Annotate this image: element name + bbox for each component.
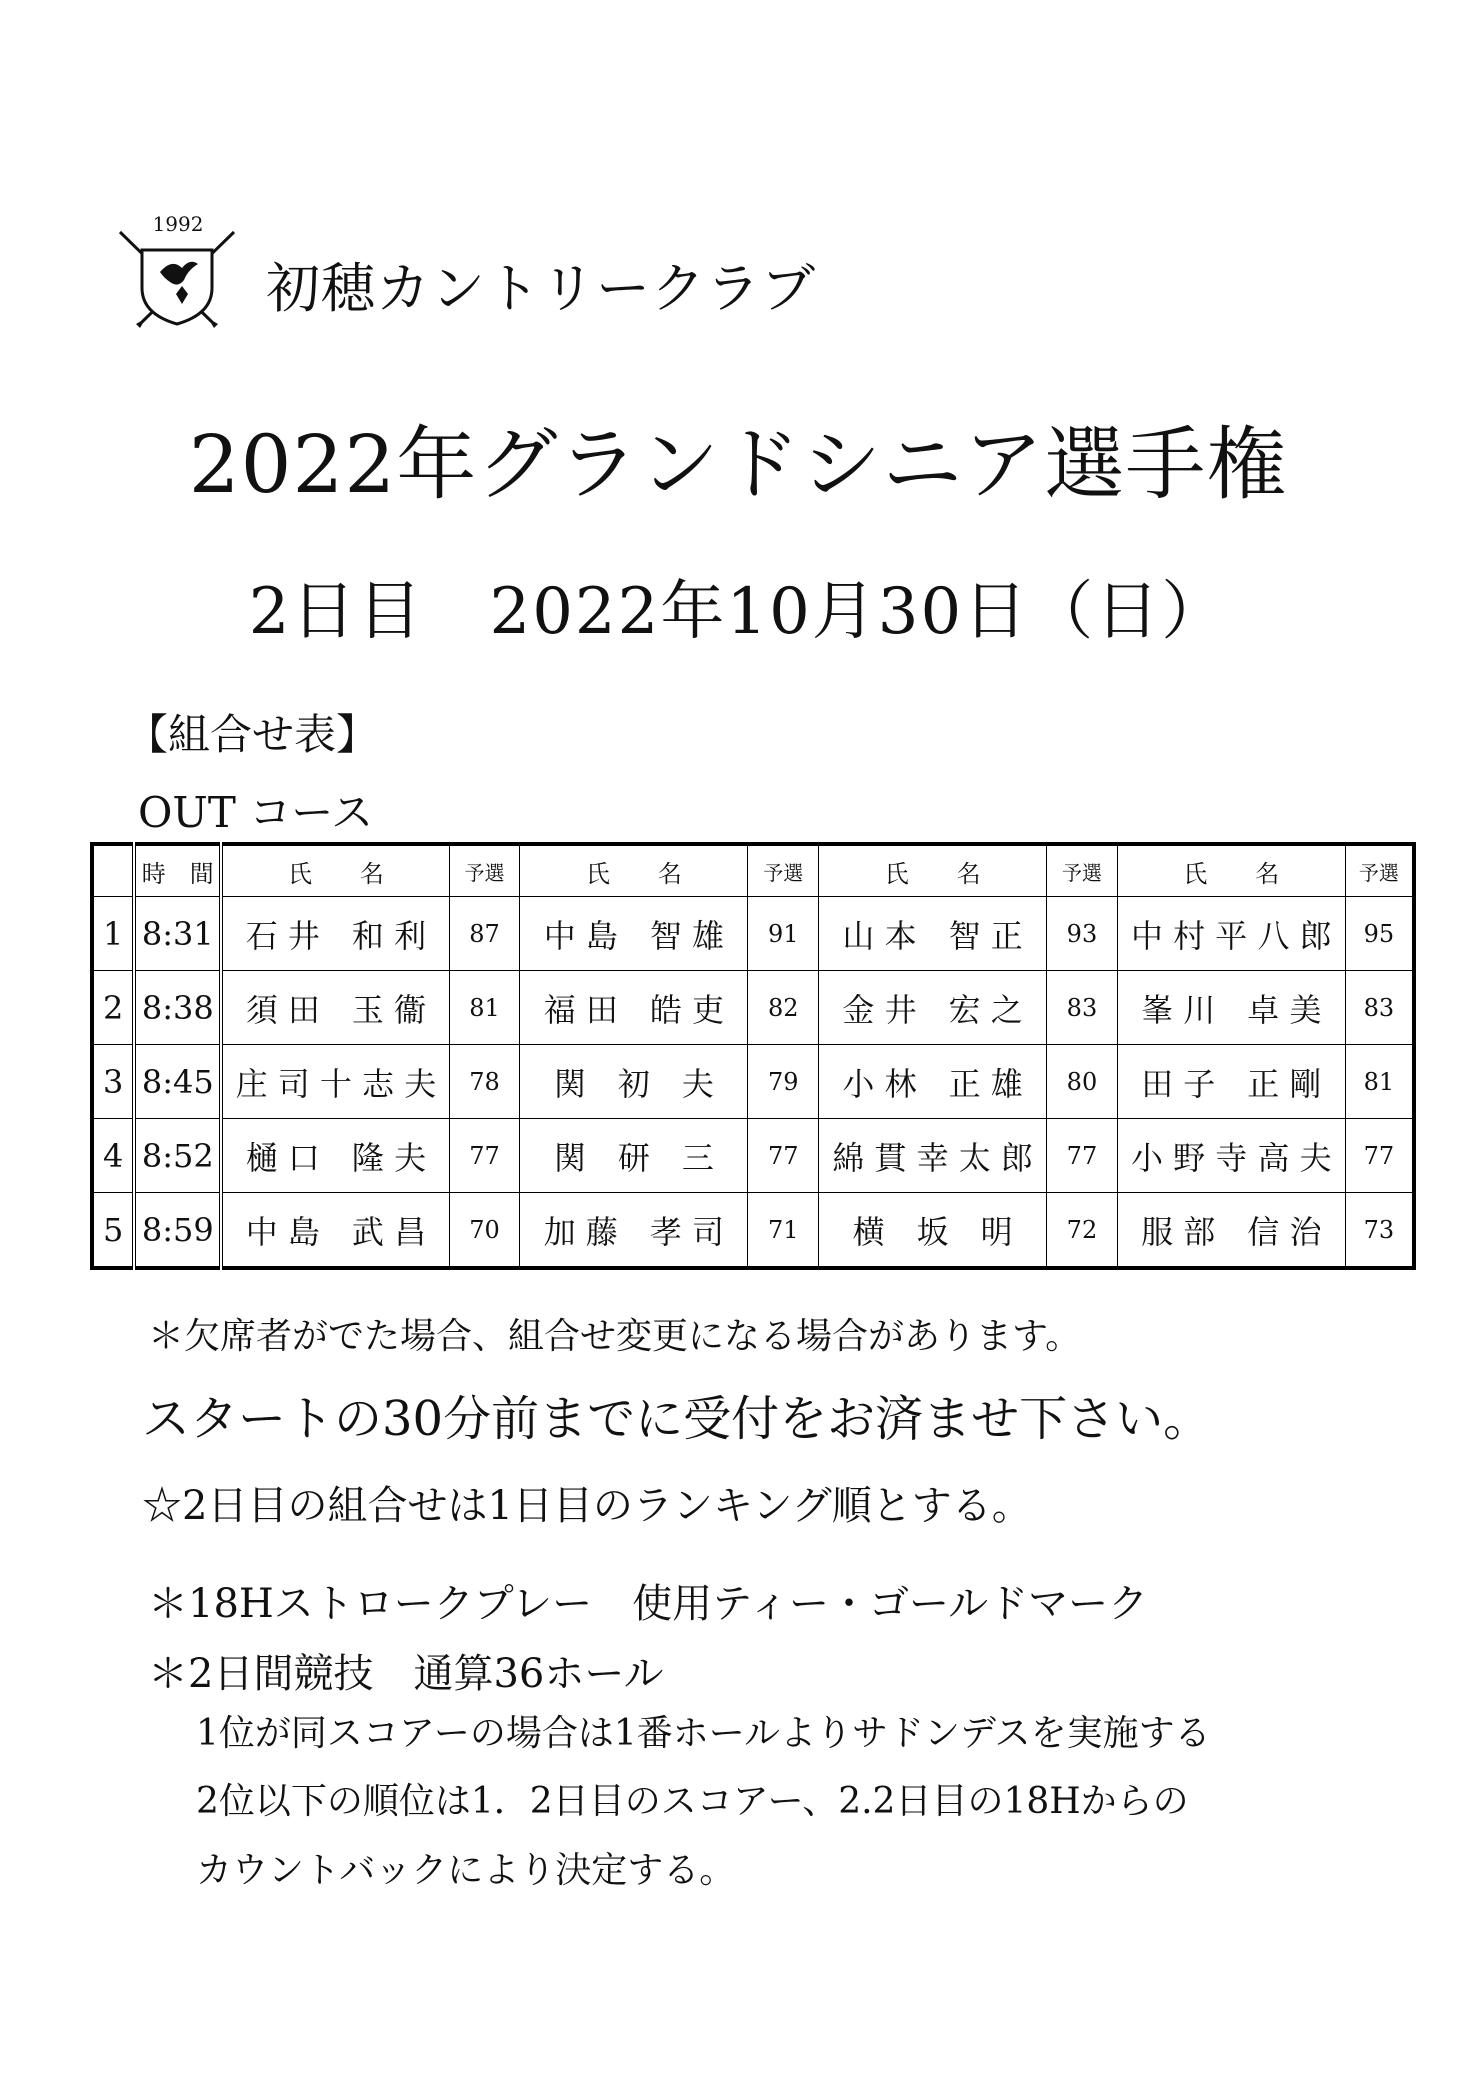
header-name: 氏 名 [221, 844, 449, 897]
tee-time: 8:52 [134, 1119, 221, 1193]
group-number: 3 [92, 1045, 134, 1119]
note-tiebreak-3: カウントバックにより決定する。 [196, 1850, 736, 1891]
qualifier-score: 81 [449, 971, 520, 1045]
event-date: 2日目 2022年10月30日（日） [248, 575, 1228, 649]
player-name: 横 坂 明 [819, 1193, 1047, 1269]
player-name: 石 井 和 利 [221, 897, 449, 971]
note-total: ＊2日間競技 通算36ホール [148, 1651, 664, 1697]
qualifier-score: 77 [1345, 1119, 1414, 1193]
player-name: 関 初 夫 [520, 1045, 748, 1119]
group-number: 2 [92, 971, 134, 1045]
player-name: 須 田 玉 衞 [221, 971, 449, 1045]
header-qualifier: 予選 [1047, 844, 1118, 897]
tee-time: 8:31 [134, 897, 221, 971]
qualifier-score: 72 [1047, 1193, 1118, 1269]
player-name: 福 田 皓 吏 [520, 971, 748, 1045]
qualifier-score: 77 [748, 1119, 819, 1193]
header-qualifier: 予選 [449, 844, 520, 897]
qualifier-score: 93 [1047, 897, 1118, 971]
table-row [92, 1119, 1414, 1193]
table-row [92, 971, 1414, 1045]
header-no [92, 844, 134, 897]
note-ranking: ☆2日目の組合せは1日目のランキング順とする。 [142, 1483, 1032, 1529]
header-name: 氏 名 [1117, 844, 1345, 897]
qualifier-score: 70 [449, 1193, 520, 1269]
group-number: 4 [92, 1119, 134, 1193]
note-tiebreak-1: 1位が同スコアーの場合は1番ホールよりサドンデスを実施する [196, 1713, 1211, 1754]
logo-year: 1992 [152, 212, 204, 236]
qualifier-score: 77 [449, 1119, 520, 1193]
qualifier-score: 80 [1047, 1045, 1118, 1119]
tee-time: 8:59 [134, 1193, 221, 1269]
qualifier-score: 95 [1345, 897, 1414, 971]
section-label: 【組合せ表】 [126, 710, 379, 759]
qualifier-score: 81 [1345, 1045, 1414, 1119]
qualifier-score: 82 [748, 971, 819, 1045]
player-name: 中 村 平 八 郎 [1117, 897, 1345, 971]
qualifier-score: 78 [449, 1045, 520, 1119]
qualifier-score: 83 [1345, 971, 1414, 1045]
qualifier-score: 87 [449, 897, 520, 971]
tee-time: 8:45 [134, 1045, 221, 1119]
group-number: 1 [92, 897, 134, 971]
player-name: 服 部 信 治 [1117, 1193, 1345, 1269]
header-qualifier: 予選 [1345, 844, 1414, 897]
header-name: 氏 名 [819, 844, 1047, 897]
header-time: 時 間 [134, 844, 221, 897]
group-number: 5 [92, 1193, 134, 1269]
player-name: 加 藤 孝 司 [520, 1193, 748, 1269]
qualifier-score: 77 [1047, 1119, 1118, 1193]
player-name: 峯 川 卓 美 [1117, 971, 1345, 1045]
player-name: 庄 司 十 志 夫 [221, 1045, 449, 1119]
player-name: 樋 口 隆 夫 [221, 1119, 449, 1193]
club-name: 初穂カントリークラブ [266, 257, 816, 320]
pairings-table [90, 842, 1416, 1270]
player-name: 小 林 正 雄 [819, 1045, 1047, 1119]
note-format: ＊18Hストロークプレー 使用ティー・ゴールドマーク [148, 1581, 1149, 1627]
player-name: 小 野 寺 高 夫 [1117, 1119, 1345, 1193]
header-qualifier: 予選 [748, 844, 819, 897]
club-logo [112, 210, 242, 330]
table-row [92, 1045, 1414, 1119]
note-absent: ＊欠席者がでた場合、組合せ変更になる場合があります。 [148, 1316, 1082, 1357]
player-name: 中 島 智 雄 [520, 897, 748, 971]
course-label: OUT コース [138, 788, 374, 837]
qualifier-score: 83 [1047, 971, 1118, 1045]
table-row [92, 1193, 1414, 1269]
qualifier-score: 79 [748, 1045, 819, 1119]
table-row [92, 897, 1414, 971]
player-name: 中 島 武 昌 [221, 1193, 449, 1269]
note-tiebreak-2: 2位以下の順位は1．2日目のスコアー、2.2日目の18Hからの [196, 1781, 1189, 1822]
qualifier-score: 91 [748, 897, 819, 971]
player-name: 綿 貫 幸 太 郎 [819, 1119, 1047, 1193]
page-title: 2022年グランドシニア選手権 [188, 418, 1288, 511]
header-name: 氏 名 [520, 844, 748, 897]
table-header-row [92, 844, 1414, 897]
tee-time: 8:38 [134, 971, 221, 1045]
player-name: 関 研 三 [520, 1119, 748, 1193]
player-name: 金 井 宏 之 [819, 971, 1047, 1045]
qualifier-score: 73 [1345, 1193, 1414, 1269]
player-name: 田 子 正 剛 [1117, 1045, 1345, 1119]
qualifier-score: 71 [748, 1193, 819, 1269]
player-name: 山 本 智 正 [819, 897, 1047, 971]
note-checkin: スタートの30分前までに受付をお済ませ下さい。 [142, 1391, 1212, 1447]
